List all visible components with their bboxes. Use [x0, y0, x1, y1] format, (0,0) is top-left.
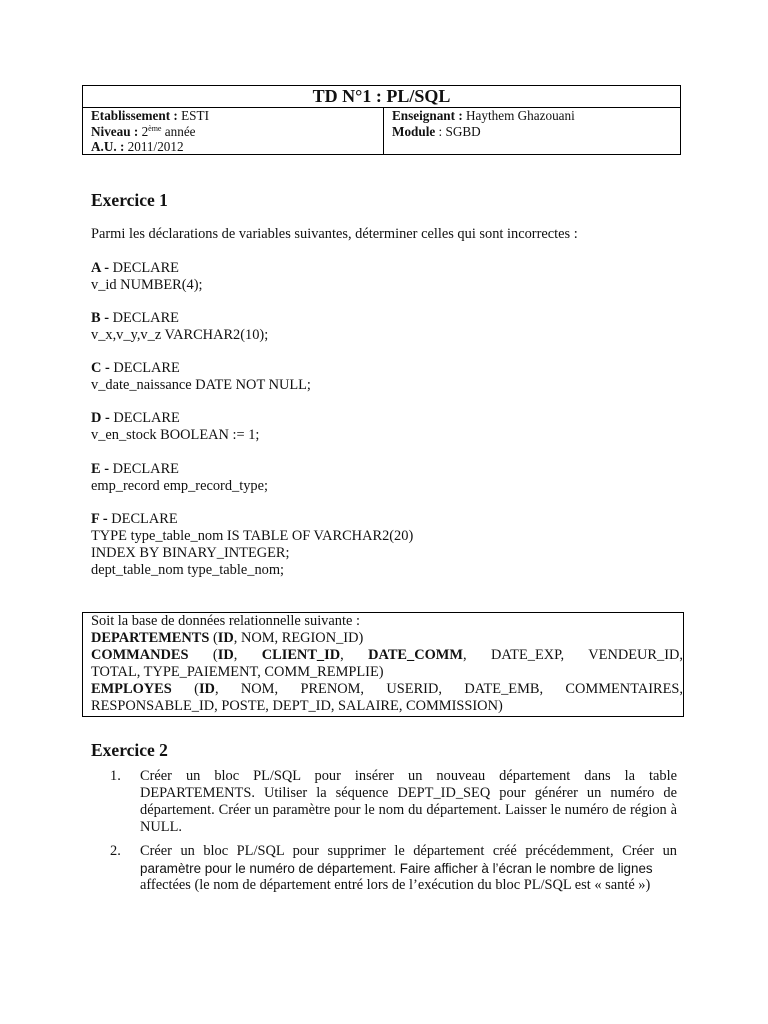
declaration-label: A - [91, 260, 109, 276]
item-text-line: Créer un bloc PL/SQL pour supprimer le département créé précédemment, Créer un [140, 843, 677, 859]
item-text: Créer un bloc PL/SQL pour insérer un nouveau département dans la table DEPARTEMENTS. Utiliser la séquence DEPT_ID_SEQ pour générer un numéro de département. Créer un paramètre pour le nom du département. Laisser le numéro de région à NULL. [140, 768, 677, 835]
paren: ( [188, 647, 218, 663]
columns: , NOM, REGION_ID) [233, 630, 364, 646]
declaration-b [91, 310, 681, 344]
header-table [82, 85, 681, 155]
enseignant-label: Enseignant : [392, 108, 463, 123]
separator: , [340, 647, 369, 663]
declaration-f [91, 511, 681, 579]
item-text-line: affectées (le nom de département entré lors de l’exécution du bloc PL/SQL est « santé ») [140, 877, 651, 893]
schema-employes-line1 [91, 681, 683, 698]
declaration-line: v_id NUMBER(4); [91, 277, 203, 293]
table-name: COMMANDES [91, 647, 189, 663]
columns: , DATE_EXP, VENDEUR_ID, [462, 647, 683, 663]
paren: ( [171, 681, 199, 697]
separator: , [233, 647, 262, 663]
table-name: DEPARTEMENTS [91, 630, 210, 646]
declaration-label: B - [91, 310, 109, 326]
niveau-superscript: ème [148, 123, 162, 133]
niveau-label: Niveau : [91, 123, 139, 139]
schema-intro: Soit la base de données relationnelle suivante : [91, 613, 360, 629]
declaration-head: DECLARE [113, 360, 180, 376]
header-right-cell [384, 108, 680, 154]
header-left-cell [83, 108, 384, 154]
declaration-c [91, 360, 681, 394]
declaration-head: DECLARE [112, 310, 179, 326]
schema-departements [91, 630, 683, 647]
declaration-line: INDEX BY BINARY_INTEGER; [91, 545, 290, 561]
paren: ( [209, 630, 218, 646]
exercice-2-title: Exercice 2 [91, 740, 168, 760]
declaration-line: TYPE type_table_nom IS TABLE OF VARCHAR2(20) [91, 528, 414, 544]
columns: , NOM, PRENOM, USERID, DATE_EMB, COMMENTAIRES, [214, 681, 684, 697]
declaration-head: DECLARE [112, 461, 179, 477]
niveau-number: 2 [141, 123, 149, 139]
table-name: EMPLOYES [91, 681, 172, 697]
declaration-head: DECLARE [111, 511, 178, 527]
schema-employes-line2: RESPONSABLE_ID, POSTE, DEPT_ID, SALAIRE, COMMISSION) [91, 698, 503, 714]
declaration-line: dept_table_nom type_table_nom; [91, 562, 285, 578]
schema-box [82, 612, 684, 717]
declaration-label: F - [91, 511, 108, 527]
declaration-line: v_en_stock BOOLEAN := 1; [91, 427, 260, 443]
schema-commandes-line1 [91, 647, 683, 664]
declaration-label: C - [91, 360, 110, 376]
au-label: A.U. : [91, 139, 125, 154]
declaration-line: emp_record emp_record_type; [91, 478, 269, 494]
key-column: DATE_COMM [368, 647, 463, 663]
declaration-line: v_date_naissance DATE NOT NULL; [91, 377, 311, 393]
declaration-head: DECLARE [113, 410, 180, 426]
niveau-suffix: année [164, 123, 196, 139]
exercice-1-intro: Parmi les déclarations de variables suivantes, déterminer celles qui sont incorrectes : [91, 226, 578, 242]
key-column: ID [217, 647, 234, 663]
etablissement-value: ESTI [181, 108, 209, 123]
key-column: ID [217, 630, 234, 646]
declaration-label: E - [91, 461, 109, 477]
key-column: CLIENT_ID [261, 647, 341, 663]
module-value: : SGBD [438, 123, 481, 139]
au-value: 2011/2012 [127, 139, 184, 154]
module-label: Module [392, 123, 436, 139]
exercise-item [110, 768, 677, 836]
etablissement-label: Etablissement : [91, 108, 178, 123]
declaration-label: D - [91, 410, 110, 426]
declaration-head: DECLARE [112, 260, 179, 276]
key-column: ID [198, 681, 215, 697]
exercise-item [110, 843, 677, 894]
declaration-line: v_x,v_y,v_z VARCHAR2(10); [91, 327, 269, 343]
item-text-line: paramètre pour le numéro de département. Faire afficher à l’écran le nombre de lignes [140, 861, 653, 876]
item-number: 1. [110, 768, 121, 784]
exercice-1-title: Exercice 1 [91, 190, 168, 210]
declaration-e [91, 461, 681, 495]
item-number: 2. [110, 843, 121, 859]
schema-commandes-line2: TOTAL, TYPE_PAIEMENT, COMM_REMPLIE) [91, 664, 384, 680]
declaration-a [91, 260, 681, 294]
declaration-d [91, 410, 681, 444]
document-title: TD N°1 : PL/SQL [83, 86, 680, 108]
enseignant-value: Haythem Ghazouani [466, 108, 575, 123]
